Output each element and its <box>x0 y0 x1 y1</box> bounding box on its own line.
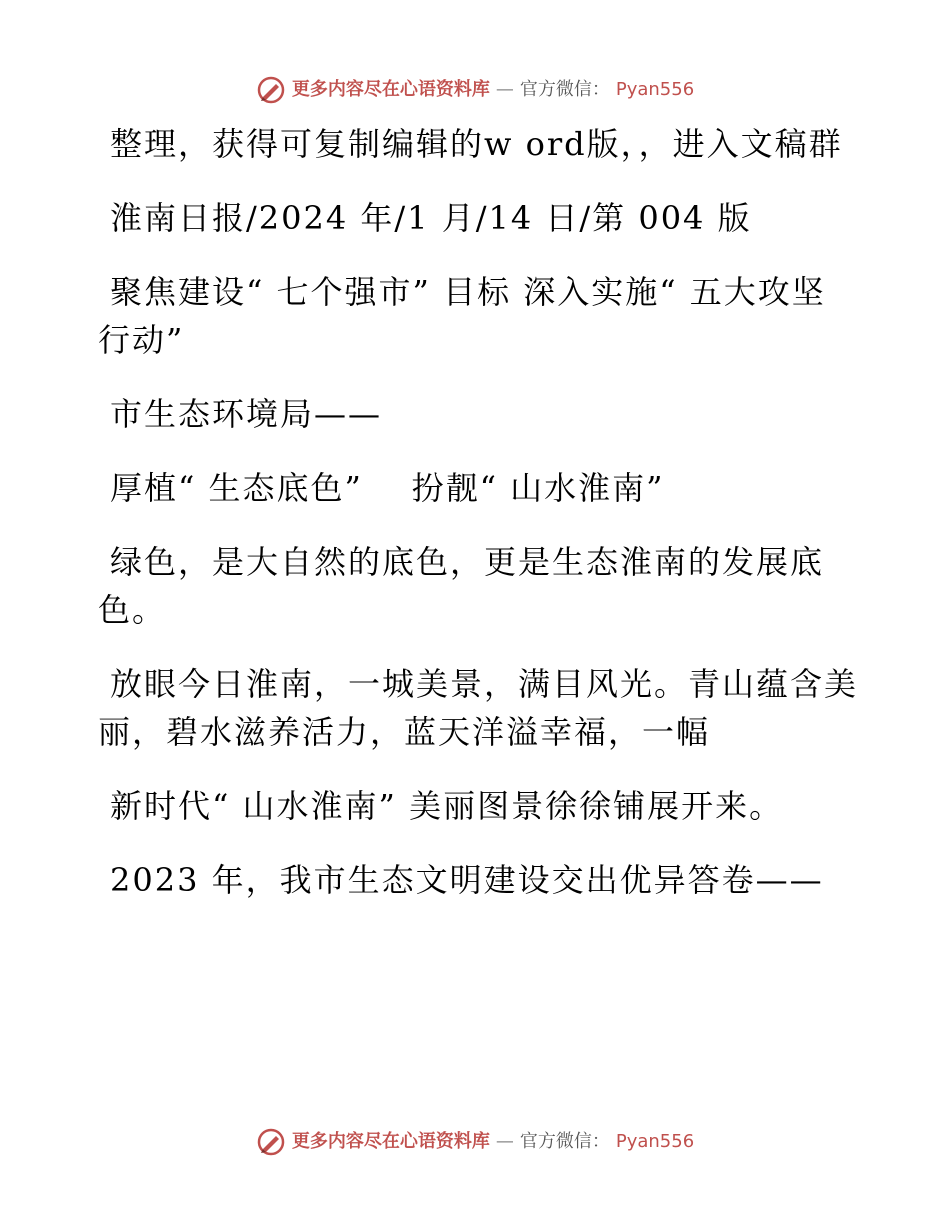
paragraph: 市生态环境局—— <box>110 395 383 433</box>
footer-watermark <box>0 1127 950 1157</box>
header-watermark <box>0 75 950 105</box>
paragraph: 淮南日报/2024 年/1 月/14 日/第 004 版 <box>110 199 752 237</box>
watermark-id: Pyan556 <box>615 79 695 100</box>
pen-logo-icon <box>256 1127 286 1157</box>
paragraph: 厚植“ 生态底色” 扮靓“ 山水淮南” <box>110 469 665 507</box>
watermark-separator: — <box>495 1131 514 1152</box>
pen-logo-icon <box>256 75 286 105</box>
paragraph: 放眼今日淮南，一城美景，满目风光。青山蕴含美丽，碧水滋养活力，蓝天洋溢幸福，一幅 <box>98 665 859 751</box>
paragraph: 整理，获得可复制编辑的w ord版，，进入文稿群 <box>110 125 843 163</box>
watermark-text: 更多内容尽在心语资料库 <box>291 79 490 100</box>
paragraph: 绿色，是大自然的底色，更是生态淮南的发展底色。 <box>98 543 825 629</box>
watermark-separator: — <box>495 79 514 100</box>
watermark-text: 更多内容尽在心语资料库 <box>291 1131 490 1152</box>
document-body <box>98 120 858 930</box>
paragraph: 新时代“ 山水淮南” 美丽图景徐徐铺展开来。 <box>110 787 784 825</box>
paragraph: 聚焦建设“ 七个强市” 目标 深入实施“ 五大攻坚行动” <box>98 273 826 359</box>
watermark-label: 官方微信： <box>519 79 610 100</box>
paragraph: 2023 年，我市生态文明建设交出优异答卷—— <box>110 861 824 899</box>
watermark-id: Pyan556 <box>615 1131 695 1152</box>
watermark-label: 官方微信： <box>519 1131 610 1152</box>
